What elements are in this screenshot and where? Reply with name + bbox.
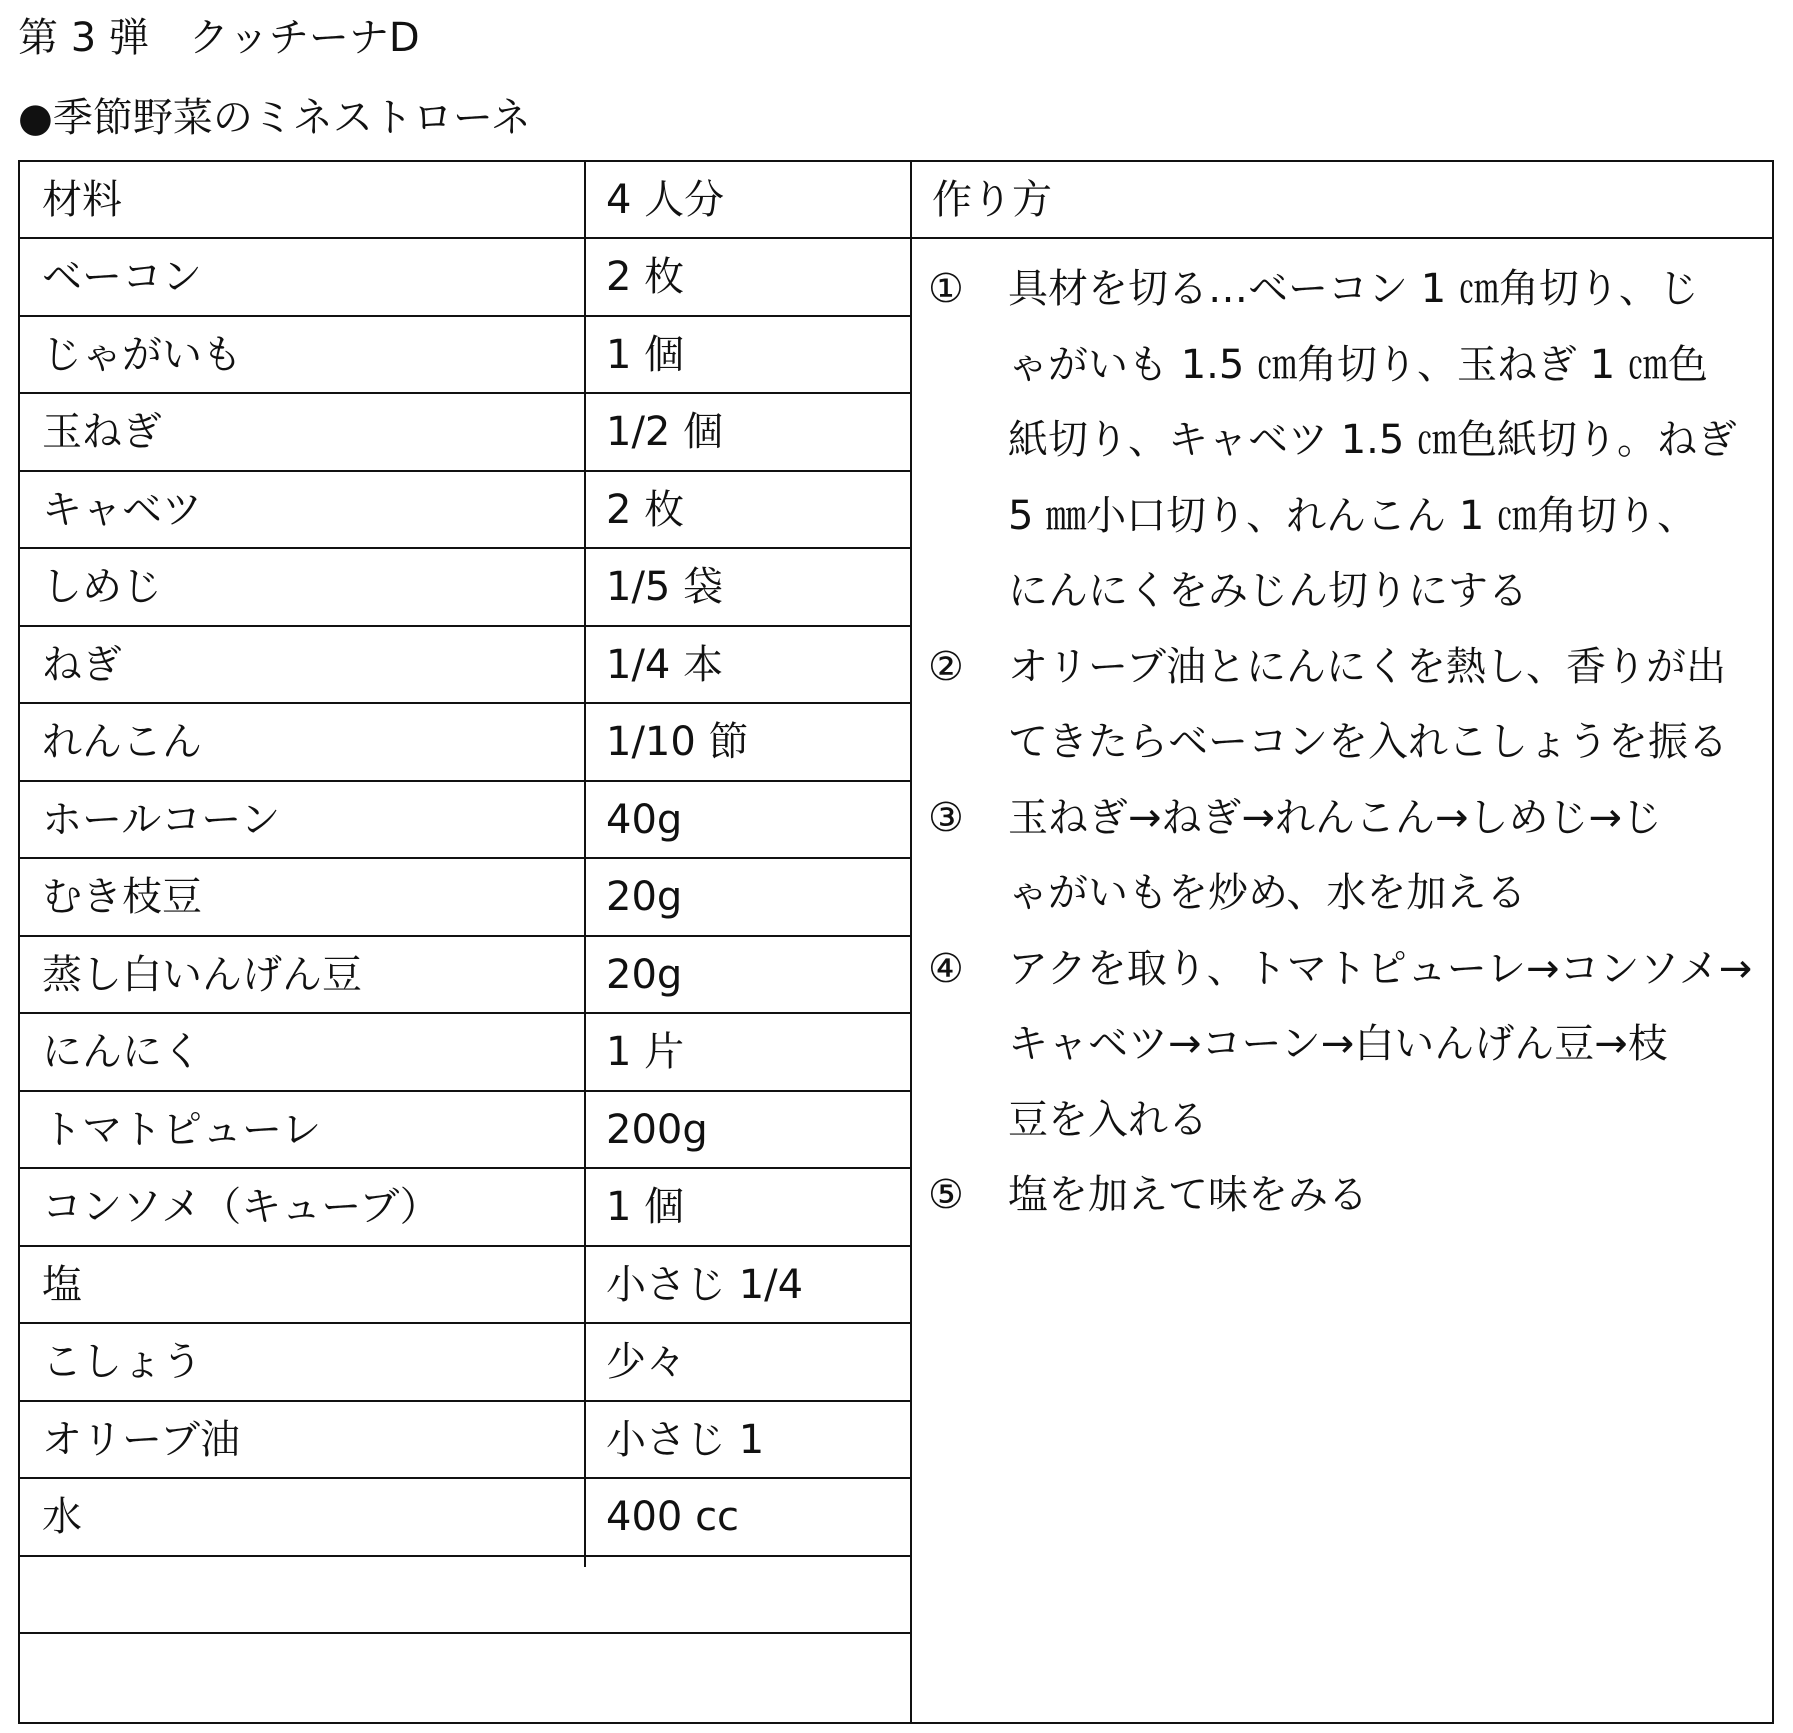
ingredient-amount: 1/4 本 [606, 641, 724, 688]
ingredient-name: 水 [42, 1494, 82, 1540]
ingredient-name: 蒸し白いんげん豆 [42, 951, 362, 998]
ingredient-name: れんこん [42, 719, 202, 765]
ingredient-name: 塩 [42, 1261, 82, 1308]
ingredient-name: じゃがいも [42, 331, 242, 378]
row-divider [20, 547, 910, 549]
ingredient-name: トマトピューレ [42, 1106, 322, 1153]
ingredient-amount: 小さじ 1 [606, 1416, 765, 1463]
ingredient-name: にんにく [42, 1029, 202, 1075]
ingredient-name: ねぎ [42, 641, 122, 688]
step-line: てきたらベーコンを入れこしょうを振る [1008, 719, 1728, 765]
row-divider [20, 1090, 910, 1092]
step-number: ② [928, 643, 964, 690]
row-divider [20, 1400, 910, 1402]
ingredient-amount: 2 枚 [606, 254, 685, 300]
ingredient-name: むき枝豆 [42, 874, 202, 920]
method-step [928, 781, 1758, 932]
step-line: 具材を切る…ベーコン 1 ㎝角切り、じ [1008, 266, 1699, 312]
ingredient-name: ホールコーン [42, 796, 281, 843]
row-divider [20, 1322, 910, 1324]
row-divider [20, 392, 910, 394]
header-method: 作り方 [932, 177, 1052, 223]
step-number: ④ [928, 945, 964, 992]
step-number: ① [928, 266, 964, 312]
row-divider [20, 780, 910, 782]
method-steps [928, 252, 1758, 1234]
row-divider [20, 315, 910, 317]
recipe-table [18, 160, 1774, 1724]
step-line: 玉ねぎ→ねぎ→れんこん→しめじ→じ [1008, 794, 1663, 841]
ingredient-name: 玉ねぎ [42, 409, 162, 455]
ingredient-amount: 小さじ 1/4 [606, 1261, 804, 1308]
method-step [928, 932, 1758, 1159]
ingredient-name: ベーコン [42, 254, 202, 300]
ingredient-amount: 20g [606, 874, 683, 920]
ingredient-amount: 200g [606, 1106, 708, 1153]
ingredient-amount: 40g [606, 796, 683, 843]
dish-title: ●季節野菜のミネストローネ [18, 95, 531, 141]
ingredient-amount: 1/5 袋 [606, 564, 724, 610]
ingredient-amount: 400 cc [606, 1494, 740, 1540]
ingredient-amount: 1 個 [606, 1184, 685, 1230]
ingredient-name: キャベツ [42, 486, 202, 533]
ingredient-amount: 1 片 [606, 1029, 685, 1075]
ingredient-name: オリーブ油 [42, 1416, 240, 1463]
row-divider [20, 702, 910, 704]
ingredient-amount: 少々 [606, 1339, 686, 1385]
step-line: 塩を加えて味をみる [1008, 1172, 1368, 1218]
header-divider [20, 237, 1772, 239]
step-line: キャベツ→コーン→白いんげん豆→枝 [1008, 1021, 1668, 1067]
ingredient-amount: 20g [606, 951, 683, 998]
series-title: 第 3 弾 クッチーナD [18, 15, 420, 61]
column-divider-amount [584, 162, 586, 1567]
column-divider-method [910, 162, 912, 1722]
ingredient-name: こしょう [42, 1339, 202, 1385]
step-line: にんにくをみじん切りにする [1008, 568, 1528, 614]
row-divider [20, 857, 910, 859]
ingredient-amount: 2 枚 [606, 486, 685, 533]
step-number: ③ [928, 794, 964, 841]
row-divider [20, 470, 910, 472]
step-line: ゃがいもを炒め、水を加える [1008, 870, 1527, 916]
method-step [928, 630, 1758, 781]
step-line: アクを取り、トマトピューレ→コンソメ→ [1008, 945, 1753, 992]
ingredient-name: コンソメ（キューブ） [42, 1184, 440, 1230]
method-step [928, 1158, 1758, 1234]
method-step [928, 252, 1758, 630]
step-line: 豆を入れる [1008, 1096, 1208, 1143]
step-line: ゃがいも 1.5 ㎝角切り、玉ねぎ 1 ㎝色 [1008, 341, 1708, 388]
ingredient-amount: 1 個 [606, 331, 685, 378]
ingredient-name: しめじ [42, 564, 162, 610]
row-divider [20, 935, 910, 937]
step-line: 紙切り、キャベツ 1.5 ㎝色紙切り。ねぎ [1008, 417, 1738, 463]
step-line: 5 ㎜小口切り、れんこん 1 ㎝角切り、 [1008, 492, 1698, 539]
row-divider [20, 1477, 910, 1479]
step-line: オリーブ油とにんにくを熱し、香りが出 [1008, 643, 1726, 690]
header-amount: 4 人分 [606, 177, 725, 223]
ingredient-amount: 1/2 個 [606, 409, 724, 455]
row-divider [20, 1012, 910, 1014]
row-divider [20, 625, 910, 627]
row-divider [20, 1245, 910, 1247]
row-divider [20, 1555, 910, 1557]
row-divider [20, 1167, 910, 1169]
header-ingredients: 材料 [42, 177, 122, 223]
row-divider [20, 1632, 910, 1634]
step-number: ⑤ [928, 1172, 964, 1218]
ingredient-amount: 1/10 節 [606, 719, 749, 765]
